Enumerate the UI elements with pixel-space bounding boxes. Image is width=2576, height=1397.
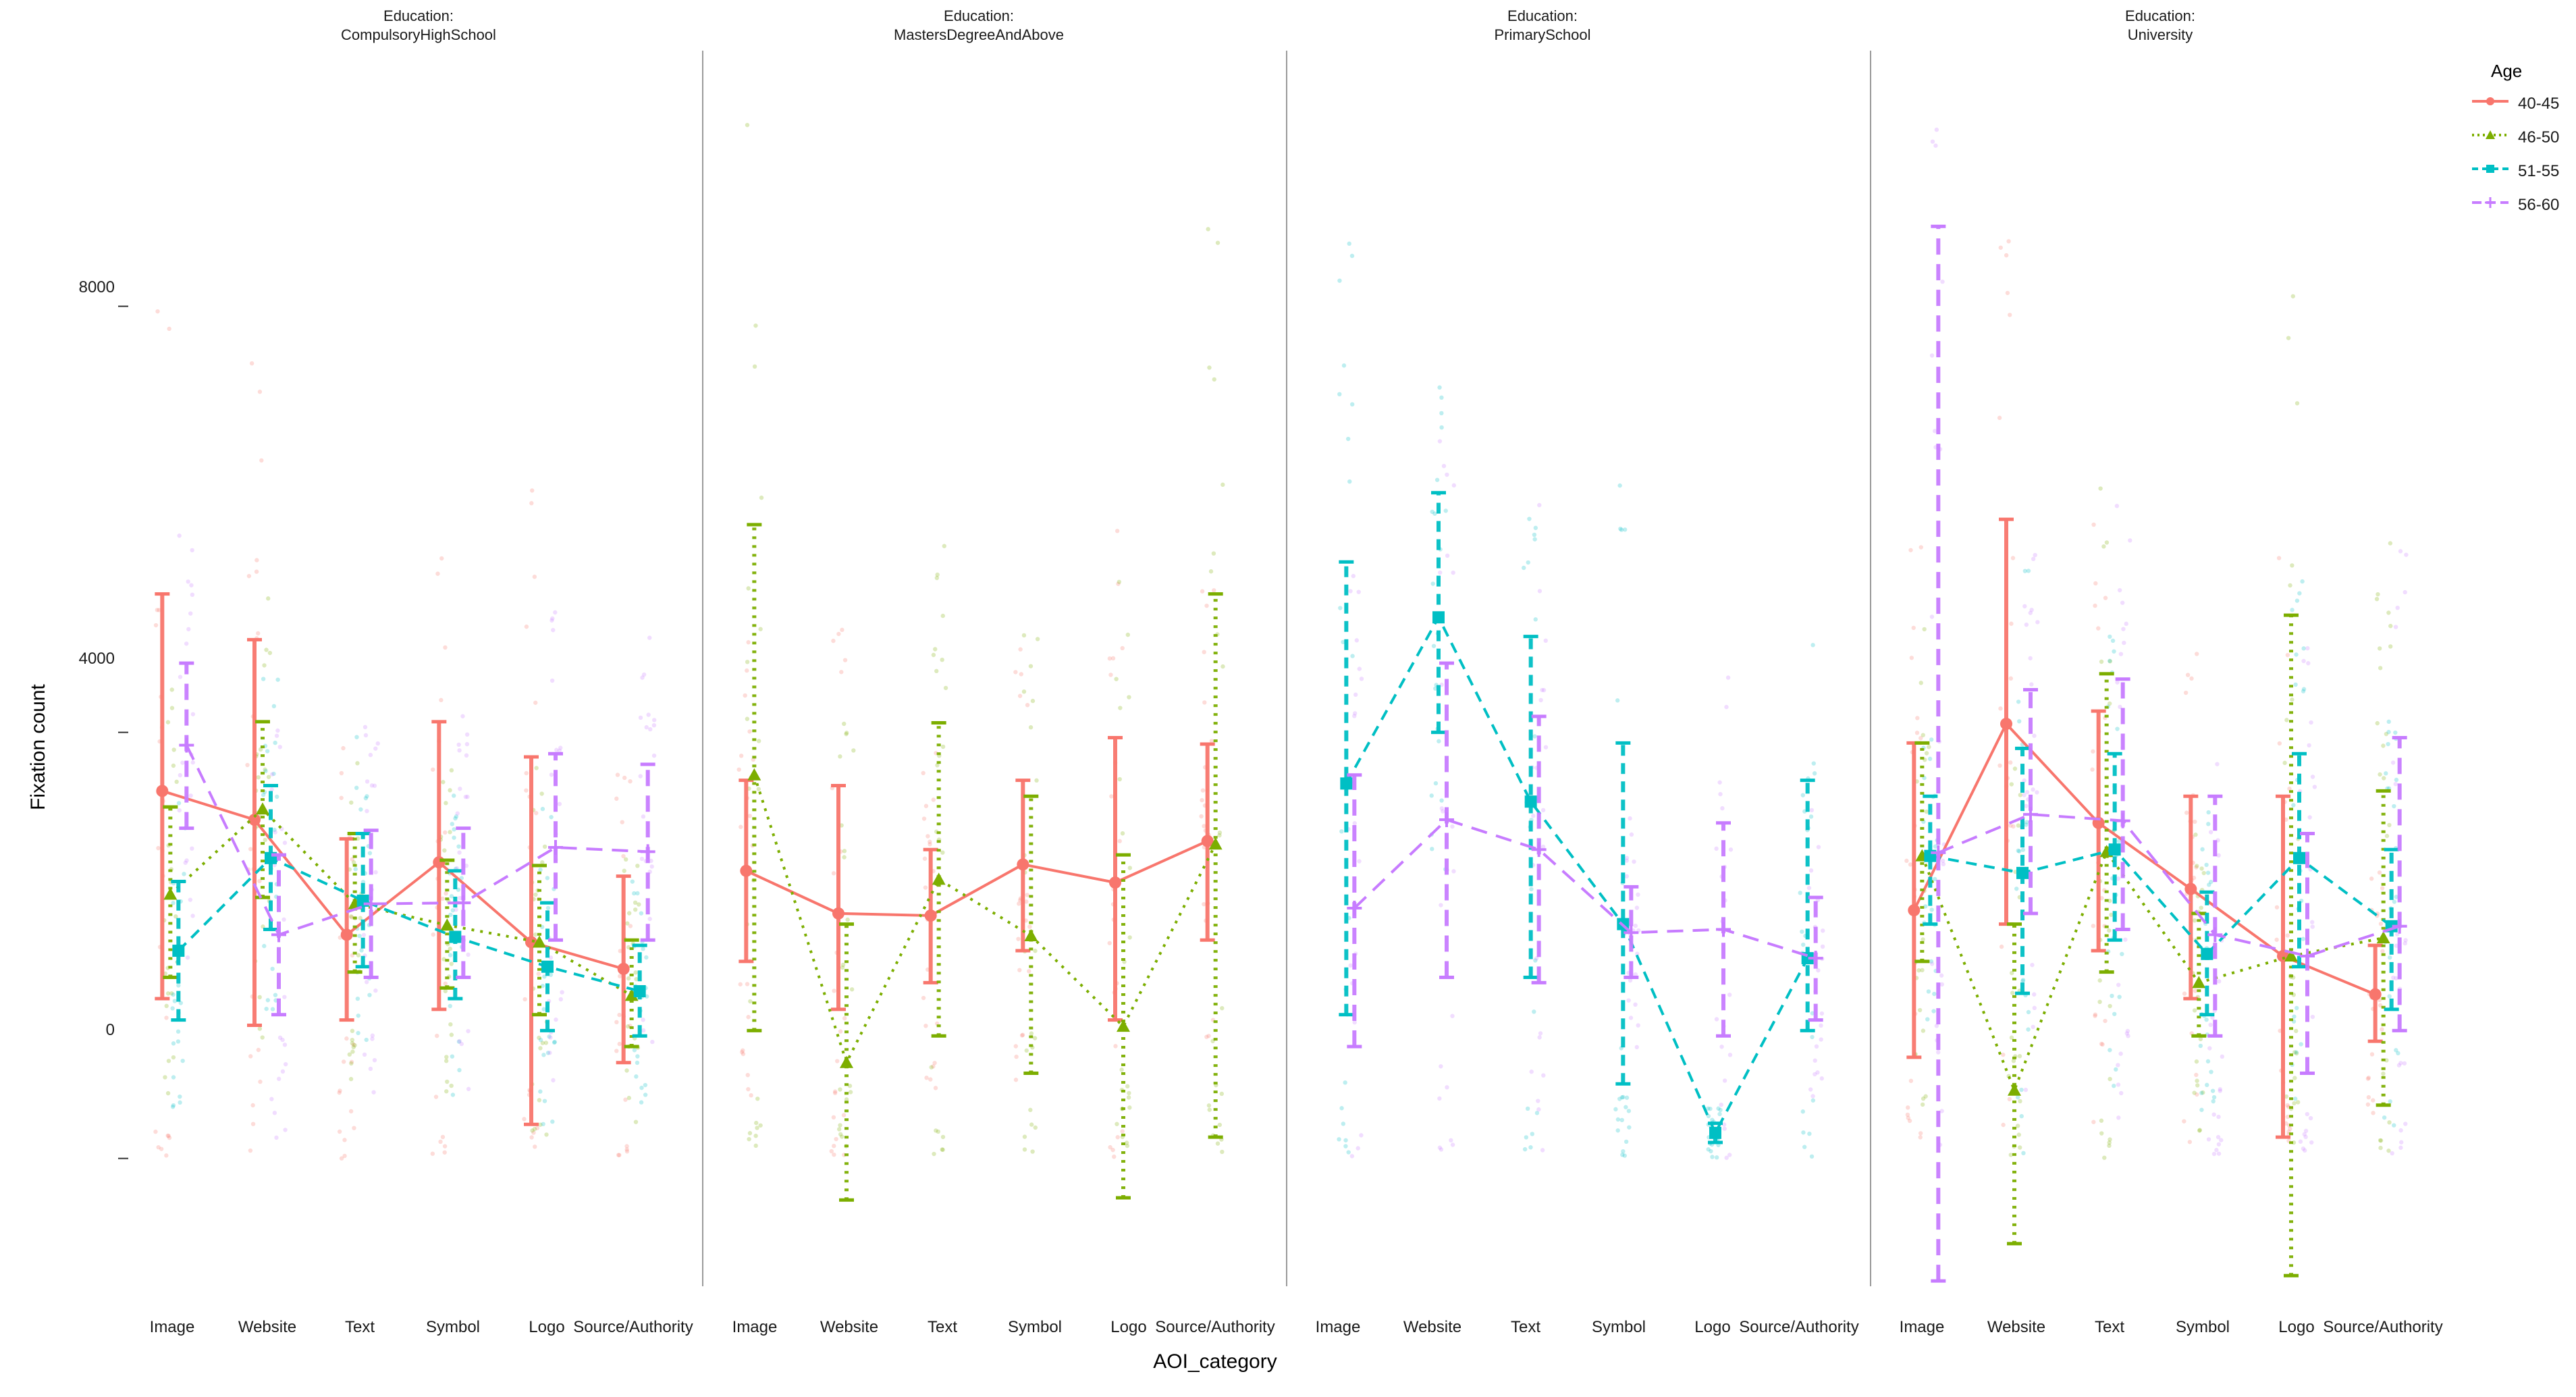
- legend-title: Age: [2491, 61, 2523, 81]
- x-tick-label-text-p2: Text: [927, 1318, 958, 1336]
- x-tick-label-text-p4: Text: [2094, 1318, 2125, 1336]
- facet-label-0: Education: CompulsoryHighSchool: [341, 7, 496, 43]
- y-tick-label-4000: 4000: [78, 650, 115, 668]
- x-tick-label-website-p2: Website: [820, 1318, 879, 1336]
- y-tick-label-0: 0: [105, 1021, 115, 1039]
- legend-label-56-60: 56-60: [2518, 196, 2560, 214]
- legend-key-56-60: [2471, 194, 2510, 211]
- x-tick-label-logo-p3: Logo: [1694, 1318, 1731, 1336]
- panel-separator-1: [702, 51, 703, 1286]
- x-tick-label-symbol-p1: Symbol: [425, 1318, 481, 1336]
- legend-label-40-45: 40-45: [2518, 95, 2560, 113]
- x-tick-label-website-p1: Website: [238, 1318, 297, 1336]
- panel-separator-2: [1286, 51, 1287, 1286]
- x-tick-label-image-p4: Image: [1899, 1318, 1945, 1336]
- x-axis-title: AOI_category: [1153, 1350, 1277, 1373]
- x-tick-label-image-p3: Image: [1315, 1318, 1361, 1336]
- legend-label-51-55: 51-55: [2518, 162, 2560, 180]
- legend-key-46-50: [2471, 127, 2510, 143]
- legend-key-51-55: [2471, 161, 2510, 177]
- x-tick-label-symbol-p4: Symbol: [2175, 1318, 2230, 1336]
- x-tick-label-source-p2: Source/Authority: [1155, 1318, 1275, 1336]
- y-tick-label-8000: 8000: [78, 278, 115, 296]
- facet-label-3: Education: University: [2125, 7, 2195, 43]
- x-tick-label-source-p3: Source/Authority: [1739, 1318, 1859, 1336]
- x-tick-label-logo-p2: Logo: [1110, 1318, 1147, 1336]
- facet-label-1: Education: MastersDegreeAndAbove: [894, 7, 1064, 43]
- facet-label-2: Education: PrimarySchool: [1494, 7, 1591, 43]
- x-tick-label-image-p2: Image: [732, 1318, 778, 1336]
- y-axis-title: Fixation count: [27, 684, 49, 810]
- x-tick-label-website-p3: Website: [1403, 1318, 1462, 1336]
- x-tick-label-logo-p1: Logo: [529, 1318, 565, 1336]
- x-tick-label-symbol-p3: Symbol: [1591, 1318, 1646, 1336]
- panel-separator-3: [1870, 51, 1871, 1286]
- x-tick-label-symbol-p2: Symbol: [1007, 1318, 1063, 1336]
- x-tick-label-text-p1: Text: [344, 1318, 375, 1336]
- x-tick-label-image-p1: Image: [149, 1318, 195, 1336]
- x-tick-label-source-p4: Source/Authority: [2323, 1318, 2443, 1336]
- x-tick-label-text-p3: Text: [1510, 1318, 1541, 1336]
- legend-key-40-45: [2471, 93, 2510, 109]
- x-tick-label-website-p4: Website: [1987, 1318, 2046, 1336]
- legend-label-46-50: 46-50: [2518, 128, 2560, 147]
- x-tick-label-logo-p4: Logo: [2278, 1318, 2315, 1336]
- x-tick-label-source-p1: Source/Authority: [573, 1318, 693, 1336]
